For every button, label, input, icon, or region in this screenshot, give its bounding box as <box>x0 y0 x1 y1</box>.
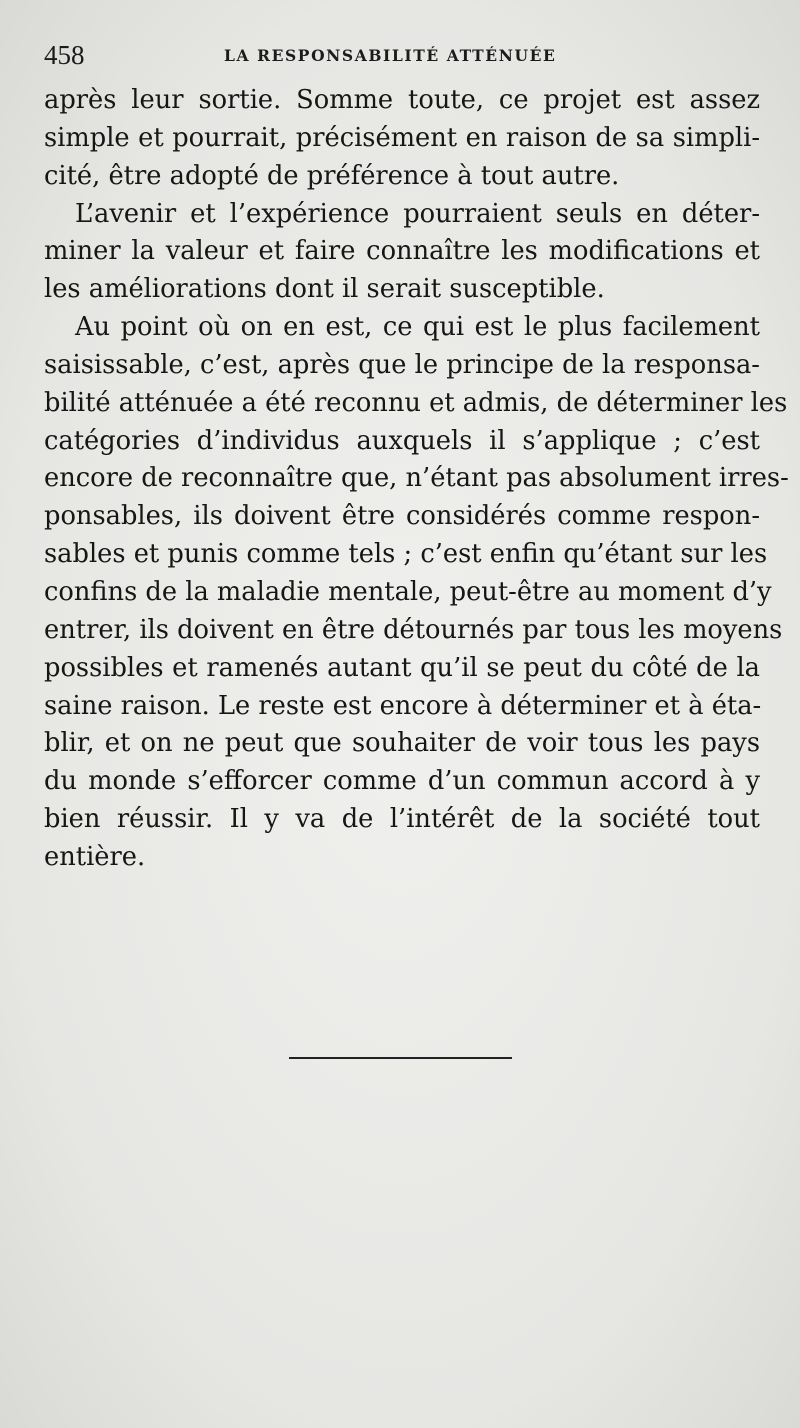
text-line: entière. <box>44 841 146 872</box>
text-line: les améliorations dont il serait susceptible. <box>44 274 605 305</box>
text-line: catégories d’individus auxquels il s’applique ; c’est <box>44 425 760 456</box>
text-line: sables et punis comme tels ; c’est enfin qu’étant sur les <box>44 539 768 570</box>
text-line: cité, être adopté de préférence à tout autre. <box>44 160 620 191</box>
text-line: L’avenir et l’expérience pourraient seuls en déter- <box>75 198 760 229</box>
page-number: 458 <box>44 40 85 70</box>
text-line: entrer, ils doivent en être détournés par tous les moyens <box>44 614 783 645</box>
text-line: encore de reconnaître que, n’étant pas absolument irres- <box>44 463 789 494</box>
section-rule <box>289 1057 512 1059</box>
running-head: LA RESPONSABILITÉ ATTÉNUÉE <box>224 46 557 65</box>
text-line: blir, et on ne peut que souhaiter de voir tous les pays <box>44 728 760 759</box>
text-line: miner la valeur et faire connaître les modifications et <box>44 236 760 267</box>
text-line: du monde s’efforcer comme d’un commun accord à y <box>44 766 760 797</box>
body-text <box>44 82 789 877</box>
text-line: ponsables, ils doivent être considérés comme respon- <box>44 501 760 532</box>
text-line: après leur sortie. Somme toute, ce projet est assez <box>44 85 760 115</box>
text-line: saine raison. Le reste est encore à déterminer et à éta- <box>44 690 762 721</box>
text-line: possibles et ramenés autant qu’il se peut du côté de la <box>44 652 760 683</box>
text-line: confins de la maladie mentale, peut-être au moment d’y <box>44 576 772 607</box>
text-line: bilité atténuée a été reconnu et admis, de déterminer les <box>44 387 788 418</box>
text-line: simple et pourrait, précisément en raison de sa simpli- <box>44 122 760 153</box>
text-line: saisissable, c’est, après que le principe de la responsa- <box>44 349 760 380</box>
text-line: bien réussir. Il y va de l’intérêt de la société tout <box>44 804 760 835</box>
text-line: Au point où on en est, ce qui est le plus facilement <box>75 312 760 343</box>
page-header <box>44 40 756 70</box>
